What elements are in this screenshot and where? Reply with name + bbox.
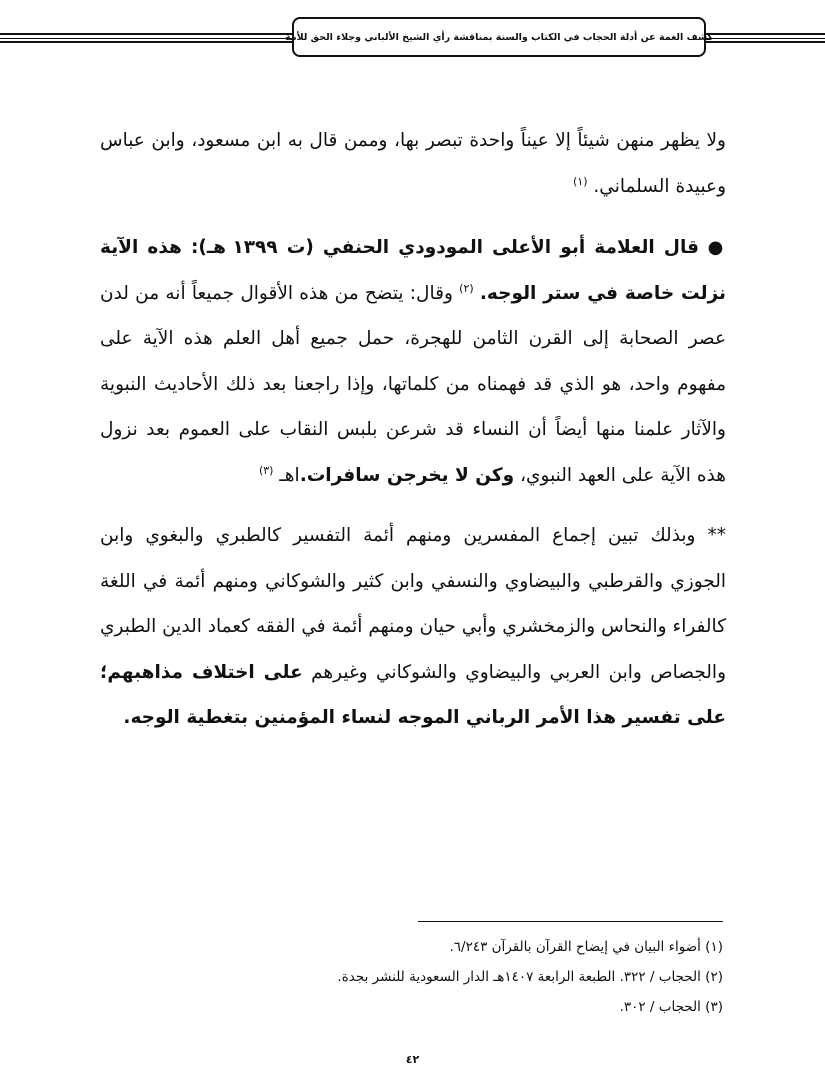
page-number: ٤٢ <box>405 1053 420 1066</box>
paragraph-1 <box>100 118 726 209</box>
paragraph-1-text: ولا يظهر منهن شيئاً إلا عيناً واحدة تبصر بها، وممن قال به ابن مسعود، وابن عباس وعبيدة السلماني. <box>100 130 726 197</box>
paragraph-2-bold-quote: وكن لا يخرجن سافرات. <box>299 464 515 486</box>
footnote-ref-1[interactable]: (١) <box>572 174 588 188</box>
footnote-1: (١) أضواء البيان في إيضاح القرآن بالقرآن ٦/٢٤٣. <box>449 939 723 955</box>
footnote-ref-2[interactable]: (٢) <box>459 281 474 295</box>
paragraph-2-end-mark: اهـ <box>279 464 300 486</box>
paragraph-2-quote: وقال: يتضح من هذه الأقوال جميعاً أنه من لدن عصر الصحابة إلى القرن الثامن للهجرة، حمل جميع أهل العلم هذه الآية على مفهوم واحد، هو الذي قد فهمناه من كلماتها، وإذا راجعنا بعد ذلك الأحاديث النبوية والآثار علمنا منها أيضاً أن النساء قد شرعن بلبس النقاب على العموم بعد نزول هذه الآية على العهد النبوي، <box>100 282 726 486</box>
paragraph-3-text: ** وبذلك تبين إجماع المفسرين ومنهم أئمة التفسير كالطبري والبغوي وابن الجوزي والقرطبي والبيضاوي والنسفي وابن كثير والشوكاني ومنهم أئمة في اللغة كالفراء والنحاس والزمخشري وأبي حيان ومنهم أئمة في الفقه كعماد الدين الطبري والجصاص وابن العربي والبيضاوي والشوكاني وغيرهم <box>100 525 727 683</box>
footnote-3: (٣) الحجاب / ٣٠٢. <box>619 999 723 1015</box>
paragraph-2-text: قال العلامة أبو الأعلى المودودي الحنفي (ت ١٣٩٩ هـ): هذه الآية نزلت خاصة في ستر الوجه. <box>100 237 726 304</box>
footnote-2: (٢) الحجاب / ٣٢٢. الطبعة الرابعة ١٤٠٧هـ الدار السعودية للنشر بجدة. <box>337 969 723 985</box>
footnote-ref-3[interactable]: (٣) <box>258 463 274 477</box>
paragraph-3 <box>100 513 726 741</box>
footnote-separator <box>418 921 723 922</box>
running-header-box <box>284 17 714 57</box>
paragraph-3-bold-text: على اختلاف مذاهبهم؛ على تفسير هذا الأمر الرباني الموجه لنساء المؤمنين بتغطية الوجه. <box>100 661 726 728</box>
bullet-icon: ● <box>707 237 726 258</box>
footnotes <box>100 932 723 1022</box>
running-header-title: كشف الغمة عن أدلة الحجاب في الكتاب والسنة بمناقشة رأي الشيخ الألباني وجلاء الحق للأمة <box>284 31 714 43</box>
paragraph-2 <box>100 225 726 498</box>
